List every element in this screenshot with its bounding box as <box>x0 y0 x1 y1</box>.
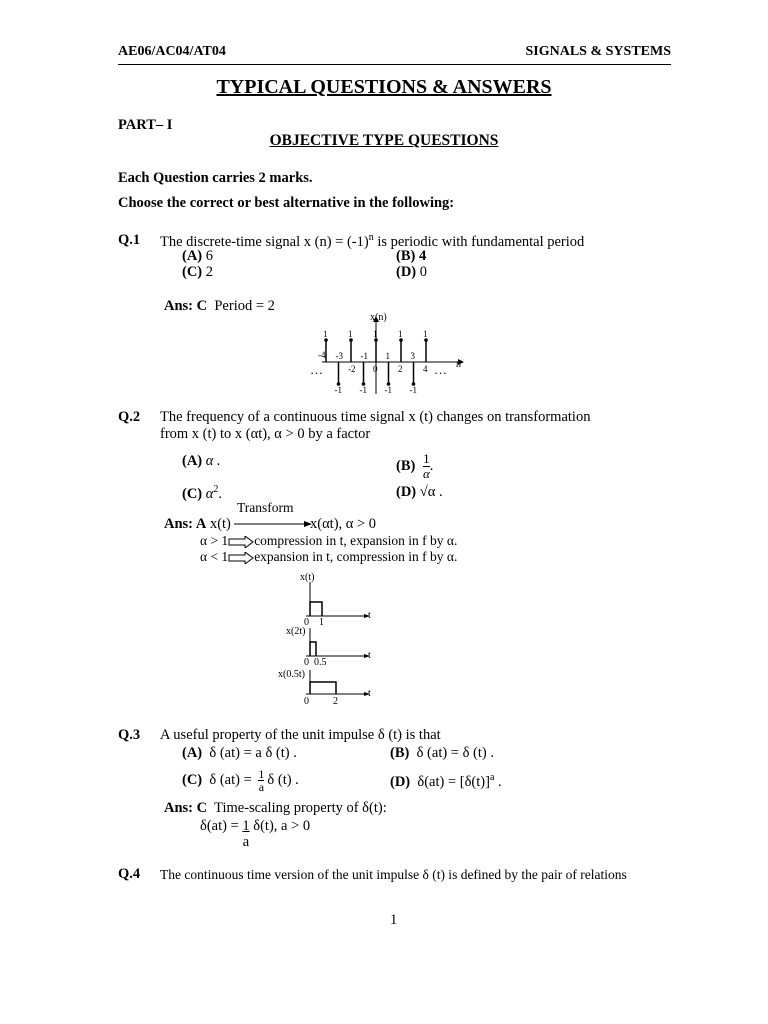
q2-text-line2: from x (t) to x (αt), α > 0 by a factor <box>160 426 371 442</box>
plot-x05t-axis-label: t <box>368 688 371 699</box>
q1-tick-label: -4 <box>318 350 326 360</box>
q1-value-label-bottom: -1 <box>359 385 367 395</box>
page-number: 1 <box>390 912 398 928</box>
plot-x2t-pulse <box>310 642 316 656</box>
part-label: PART– I <box>118 117 173 133</box>
section-subtitle: OBJECTIVE TYPE QUESTIONS <box>269 132 499 149</box>
q3-number: Q.3 <box>118 727 141 743</box>
q3-option-c: (C) δ (at) = $\frac{1}{a}$ δ (t) . <box>182 767 299 794</box>
plot-x05t-tick-1: 2 <box>333 696 338 707</box>
q1-value-label-top: 1 <box>348 329 353 339</box>
q1-value-label-top: 1 <box>373 329 378 339</box>
plot-x2t-label: x(2t) <box>286 626 306 637</box>
q1-text: The discrete-time signal x $(n) = (-1)^n$ is periodic with fundamental period <box>160 232 585 250</box>
plot-x05t-tick-0: 0 <box>304 696 309 707</box>
q1-value-label-bottom: -1 <box>384 385 392 395</box>
q1-tick-label: 3 <box>410 351 415 361</box>
q1-tick-label: -3 <box>335 351 343 361</box>
q2-option-d: (D) √α . <box>396 484 443 500</box>
q1-ylabel: x(n) <box>370 312 387 323</box>
q1-option-c: (C) 2 <box>182 264 214 280</box>
plot-x2t-axis-label: t <box>368 650 371 661</box>
plot-xt-axis-label: t <box>368 610 371 621</box>
q3-formula: δ(at) = $\frac{1}{a}$ δ(t), a > 0 <box>200 818 311 850</box>
q1-option-d: (D) 0 <box>396 264 428 280</box>
q3-answer: Ans: C Time-scaling property of δ(t): <box>164 800 387 816</box>
q2-text-line1: The frequency of a continuous time signal x (t) changes on transformation <box>160 409 591 425</box>
q4-text: The continuous time version of the unit impulse δ (t) is defined by the pair of relations <box>160 867 627 882</box>
q4-number: Q.4 <box>118 866 141 882</box>
q2-transform-label: Transform <box>237 500 294 515</box>
q1-value-label-top: 1 <box>323 329 328 339</box>
plot-x05t-pulse <box>310 682 336 694</box>
header-rule <box>118 64 671 65</box>
q2-option-a: (A) α . <box>182 453 221 469</box>
header-course-codes: AE06/AC04/AT04 <box>118 44 226 59</box>
plot-x2t-tick-0: 0 <box>304 657 309 668</box>
implies-arrow-icon <box>228 533 254 549</box>
implies-arrow-icon <box>228 549 254 565</box>
q1-value-label-top: 1 <box>398 329 403 339</box>
page-title: TYPICAL QUESTIONS & ANSWERS <box>216 76 552 98</box>
q1-tick-label: 4 <box>423 364 428 374</box>
instruction-choose: Choose the correct or best alternative in the following: <box>118 195 455 211</box>
q1-tick-label: -2 <box>348 364 356 374</box>
q2-option-c: (C) $\alpha^2$. <box>182 484 223 502</box>
plot-x05t-label: x(0.5t) <box>278 669 305 680</box>
q1-tick-label: 1 <box>385 351 390 361</box>
q3-option-d: (D) $\delta(at) = [\delta(t)]^a$ . <box>390 772 502 790</box>
plot-xt-label: x(t) <box>300 572 315 583</box>
q1-stem-plot <box>300 308 470 398</box>
q1-value-label-bottom: -1 <box>409 385 417 395</box>
q2-answer: Ans: A x(t) <box>164 516 231 532</box>
q2-option-b: (B) $\frac{1}{\alpha}$ . <box>396 451 434 481</box>
q2-line-expansion: α < 1 expansion in t, compression in f by α. <box>200 549 458 564</box>
q1-tick-label: 2 <box>398 364 403 374</box>
q3-option-a: (A) δ (at) = a δ (t) . <box>182 745 297 761</box>
q2-answer-rhs: x(αt), α > 0 <box>310 516 377 532</box>
plot-xt-pulse <box>310 602 322 616</box>
q1-value-label-bottom: -1 <box>334 385 342 395</box>
q3-text: A useful property of the unit impulse δ (t) is that <box>160 727 441 743</box>
q1-number: Q.1 <box>118 232 141 248</box>
header-subject: SIGNALS & SYSTEMS <box>525 44 671 59</box>
q2-line-compression: α > 1 compression in t, expansion in f by α. <box>200 533 458 548</box>
q2-number: Q.2 <box>118 409 141 425</box>
q2-pulse-plots <box>276 570 376 710</box>
instruction-marks: Each Question carries 2 marks. <box>118 170 313 186</box>
plot-xt-tick-0: 0 <box>304 617 309 628</box>
plot-xt-tick-1: 1 <box>319 617 324 628</box>
q1-ellipsis-right: … <box>434 362 447 377</box>
q1-option-b: (B) 4 <box>396 248 427 264</box>
plot-x2t-tick-1: 0.5 <box>314 657 327 668</box>
q1-option-a: (A) 6 <box>182 248 214 264</box>
q3-option-b: (B) δ (at) = δ (t) . <box>390 745 494 761</box>
q1-tick-label: -1 <box>360 351 368 361</box>
q1-ellipsis-left: … <box>310 362 323 377</box>
q1-xlabel: n <box>456 359 461 370</box>
q1-value-label-top: 1 <box>423 329 428 339</box>
q1-tick-label: 0 <box>373 364 378 374</box>
q2-transform-arrow <box>234 519 314 529</box>
q1-answer: Ans: C Period = 2 <box>164 298 275 314</box>
